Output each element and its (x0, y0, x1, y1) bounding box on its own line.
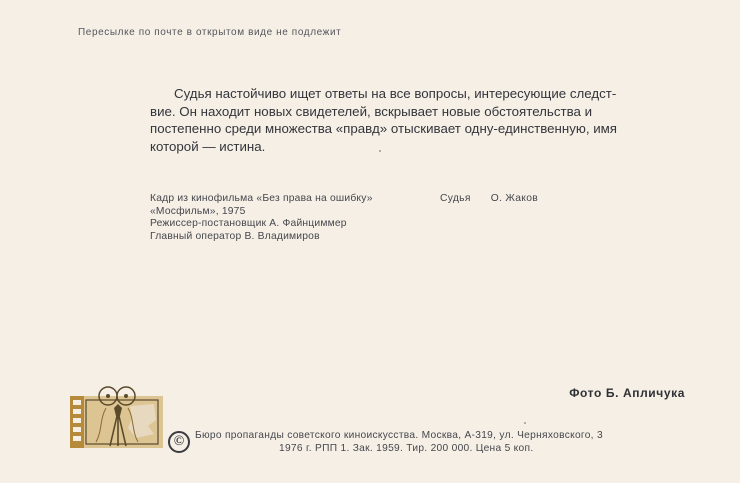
cast-actor: О. Жаков (490, 193, 539, 204)
paper-speck (379, 150, 381, 152)
description-line: Судья настойчиво ищет ответы на все вопросы, интересующие следст- (174, 86, 617, 101)
credit-cameraman: Главный оператор В. Владимиров (150, 230, 320, 242)
imprint-line: 1976 г. РПП 1. Зак. 1959. Тир. 200 000. Цена 5 коп. (279, 442, 534, 454)
credit-director: Режиссер-постановщик А. Файнциммер (150, 218, 347, 230)
film-bureau-logo-icon (70, 386, 163, 450)
description-line: постепенно среди множества «правд» отыскивает одну-единственную, имя (150, 121, 618, 136)
description-text (150, 85, 688, 155)
copyright-icon: © (168, 431, 190, 453)
publisher-imprint (195, 430, 603, 455)
credit-studio-year: «Мосфильм», 1975 (150, 205, 246, 217)
paper-speck (524, 422, 526, 424)
credit-frame-from: Кадр из кинофильма «Без права на ошибку» (150, 193, 373, 204)
description-line: вие. Он находит новых свидетелей, вскрывает новые обстоятельства и (150, 103, 593, 119)
photo-credit: Фото Б. Апличука (569, 386, 685, 400)
imprint-line: Бюро пропаганды советского киноискусства. Москва, А-319, ул. Черняховского, 3 (195, 430, 603, 441)
cast-line (440, 193, 538, 204)
film-credits (150, 193, 373, 243)
cast-role: Судья (440, 193, 471, 204)
mail-notice: Пересылке по почте в открытом виде не подлежит (78, 27, 342, 38)
description-line: которой — истина. (150, 138, 266, 154)
